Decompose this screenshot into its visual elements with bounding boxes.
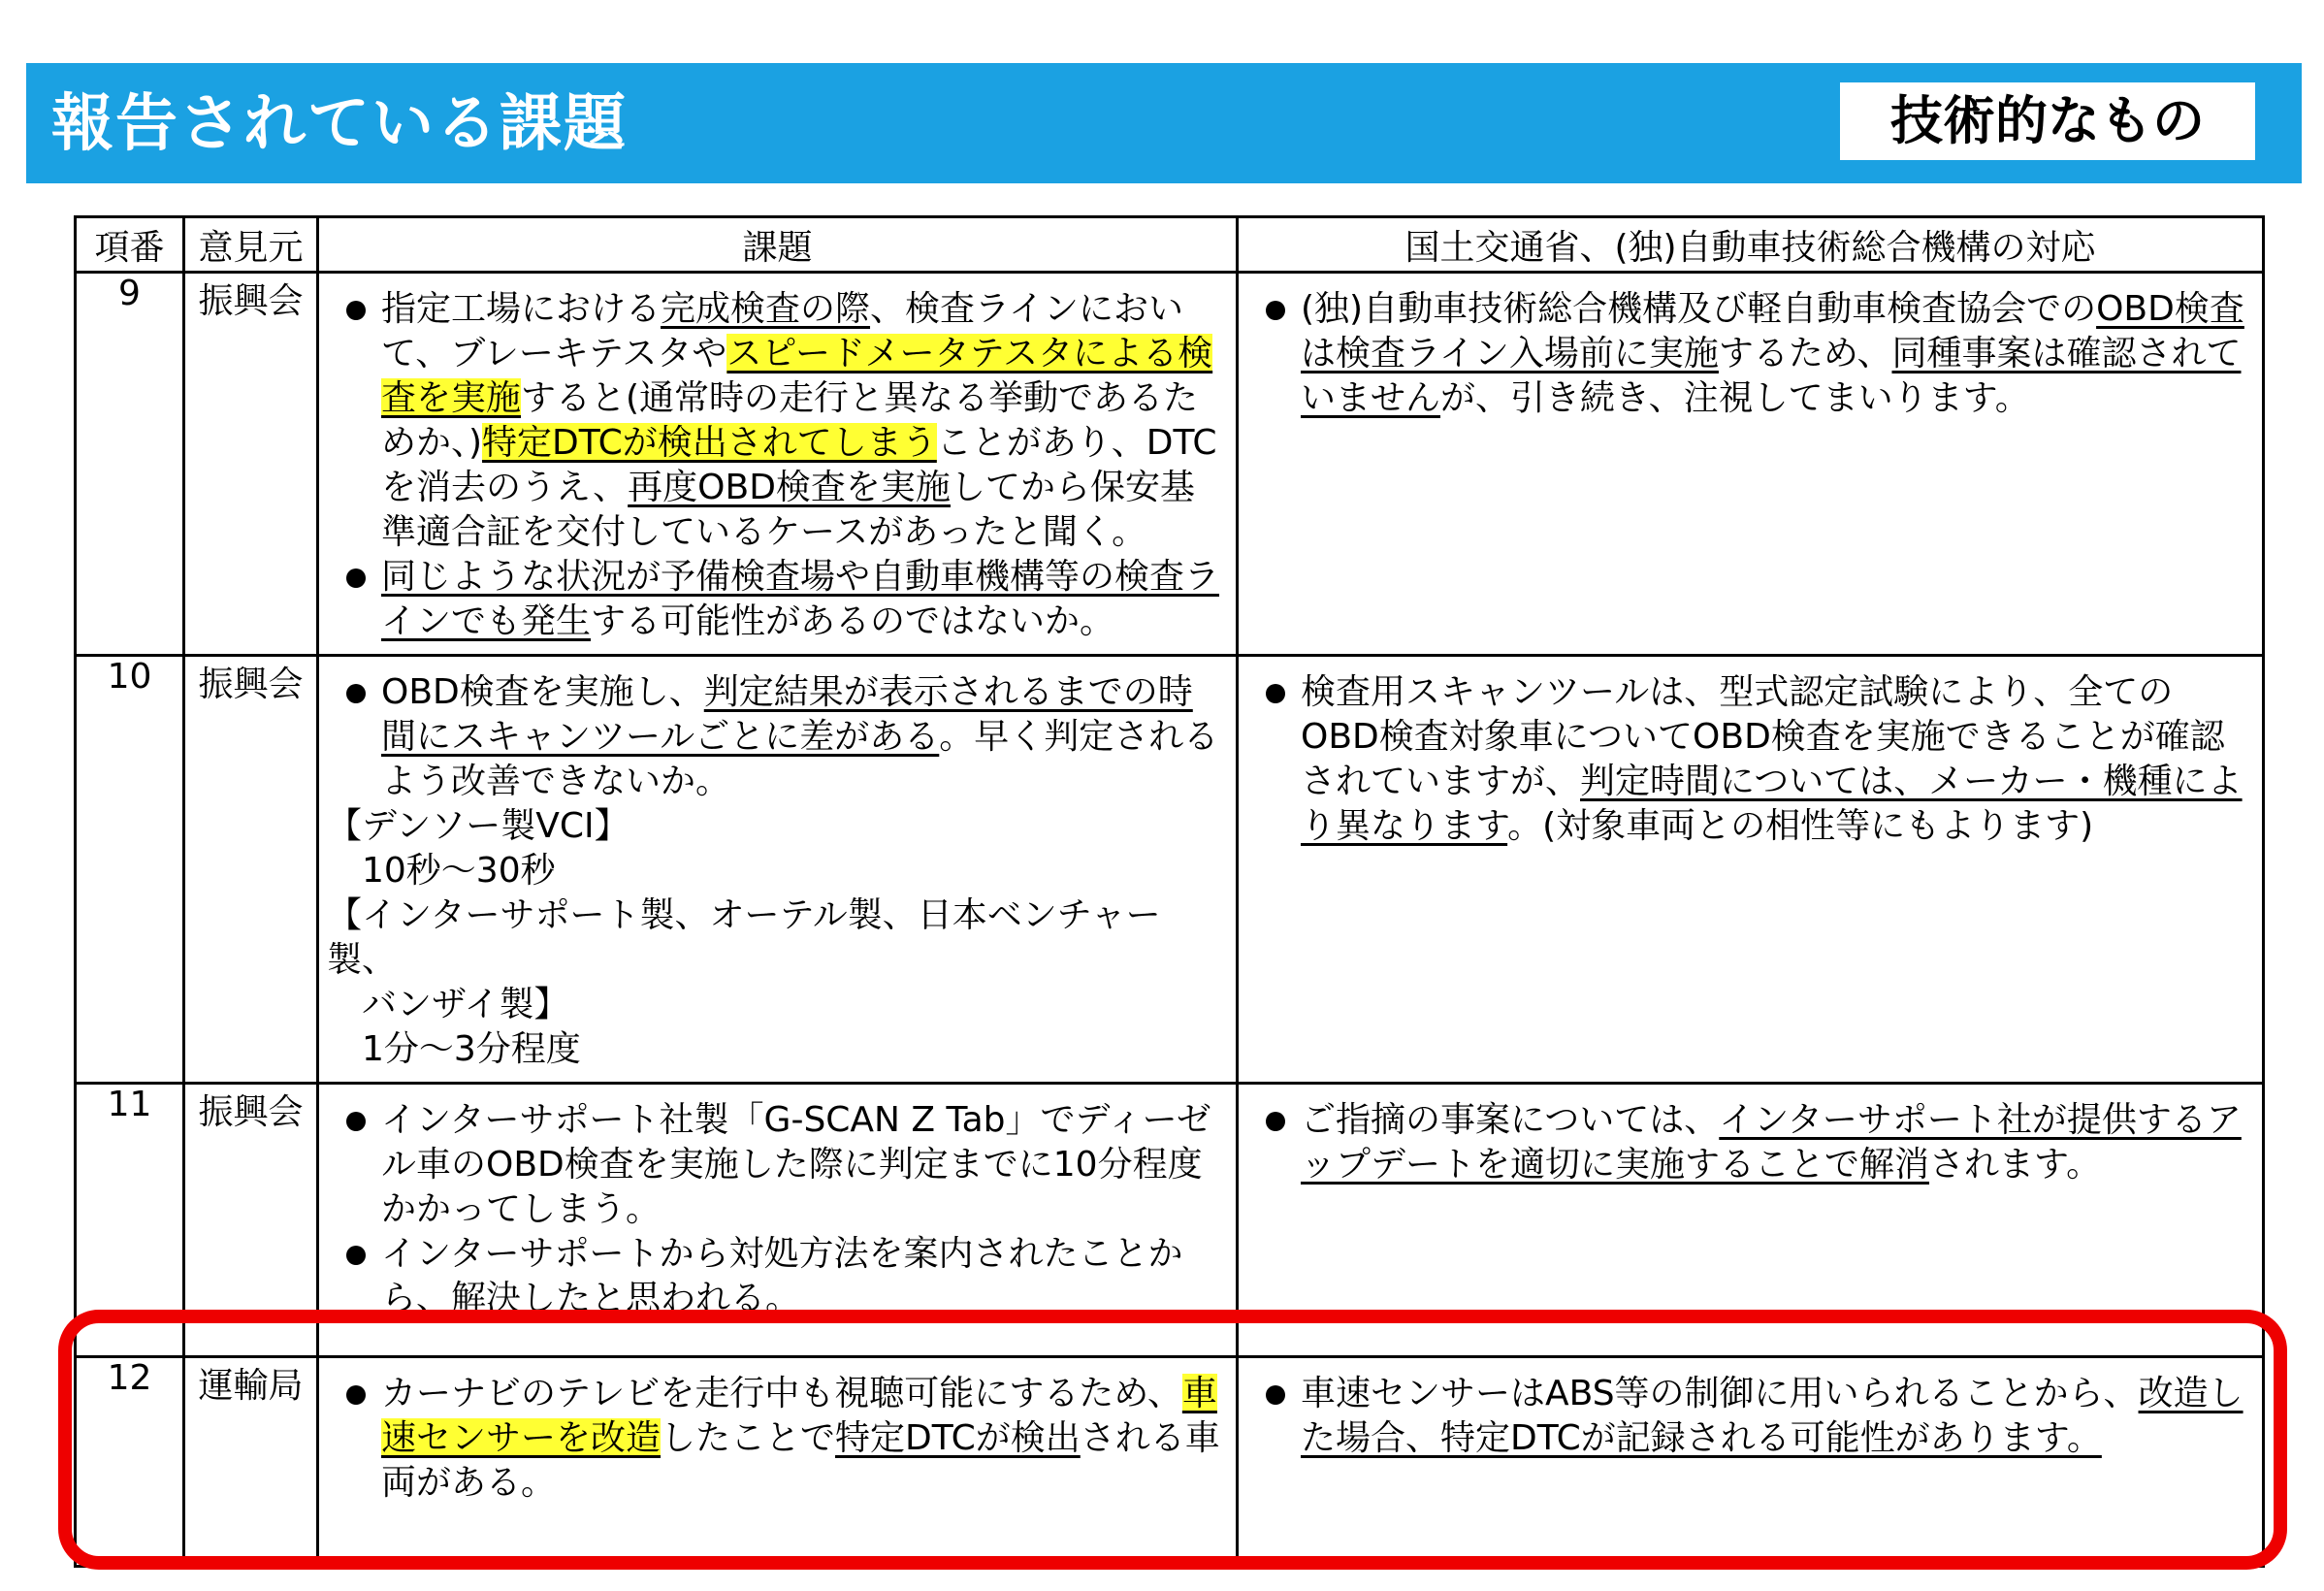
- bullet-item: [340, 287, 1222, 555]
- bullet-item: [340, 670, 1222, 804]
- text-segment: 特定DTCが検出: [835, 1418, 1081, 1458]
- text-segment: 判定結果が表示されるまでの時間にスキャンツールごとに差がある: [381, 672, 1193, 757]
- bullet-item: [1260, 287, 2248, 421]
- text-segment: 。早く判定されるよう改善できないか。: [381, 717, 1219, 801]
- bullet-item: [340, 1232, 1222, 1321]
- bullet-item: [1260, 670, 2248, 849]
- response-text: [1239, 657, 2262, 859]
- text-segment: してから保安基準適合証を交付しているケースがあったと聞く。: [381, 468, 1195, 552]
- text-segment: 再度OBD検査を実施: [628, 468, 951, 507]
- tool-time-2: 1分〜3分程度: [362, 1029, 581, 1069]
- bullet-item: [340, 555, 1222, 644]
- text-segment: 、検査ラインにおいて、ブレーキテスタや: [381, 289, 1183, 373]
- row-number: 12: [76, 1357, 184, 1567]
- text-segment: が、引き続き、注視してまいります。: [1440, 378, 2030, 418]
- text-segment: OBD検査は検査ライン入場前に実施: [1301, 289, 2244, 373]
- bullet-item: [340, 1098, 1222, 1232]
- row-number: 9: [76, 273, 184, 656]
- tool-name-2-cont: バンザイ製】: [362, 985, 569, 1024]
- issue-text: [319, 657, 1236, 1082]
- text-segment: 完成検査の際: [661, 289, 871, 329]
- page-title: 報告されている課題: [51, 88, 628, 160]
- tool-time-1: 10秒〜30秒: [362, 851, 556, 891]
- text-segment: する可能性があるのではないか。: [591, 601, 1115, 641]
- text-segment: インターサポートから対処方法を案内されたことから、解決したと思われる。: [381, 1234, 1183, 1318]
- text-segment: 。(対象車両との相性等にもよります): [1507, 806, 2094, 846]
- response-text: [1239, 1085, 2262, 1197]
- response-text: [1239, 274, 2262, 431]
- text-segment: 車速センサーを改造: [381, 1374, 1217, 1458]
- tool-name-1: 【デンソー製VCI】: [327, 806, 629, 846]
- row-source: 振興会: [184, 656, 318, 1084]
- highlight-frame: [58, 1310, 2287, 1570]
- header-source: 意見元: [184, 217, 318, 273]
- text-segment: ことがあり、DTCを消去のうえ、: [381, 423, 1217, 507]
- text-segment: (独)自動車技術総合機構及び軽自動車検査協会での: [1301, 289, 2097, 329]
- issue-text: [319, 1085, 1236, 1331]
- text-segment: したことで: [661, 1418, 836, 1458]
- row-issue: [318, 273, 1238, 656]
- row-source: 振興会: [184, 273, 318, 656]
- text-segment: 同じような状況が予備検査場や自動車機構等の検査ラインでも発生: [381, 557, 1220, 641]
- row-response: [1238, 273, 2264, 656]
- bullet-item: [1260, 1098, 2248, 1187]
- row-number: 10: [76, 656, 184, 1084]
- text-segment: インターサポート社製「G-SCAN Z Tab」でディーゼル車のOBD検査を実施した際に判定までに10分程度かかってしまう。: [381, 1100, 1211, 1229]
- row-response: [1238, 656, 2264, 1084]
- header-banner: [26, 63, 2302, 183]
- table-header-row: [76, 217, 2264, 273]
- text-segment: 検査用スキャンツールは、型式認定試験により、全てのOBD検査対象車についてOBD検査を実施できることが確認されていますが、: [1301, 672, 2225, 801]
- text-segment: 判定時間については、メーカー・機種により異なります: [1301, 762, 2243, 846]
- text-segment: カーナビのテレビを走行中も視聴可能にするため、: [381, 1374, 1182, 1413]
- text-segment: スピードメータテスタによる検査を実施: [381, 334, 1213, 418]
- issue-text: [319, 274, 1236, 654]
- text-segment: ご指摘の事案については、: [1301, 1100, 1720, 1140]
- table-row: [76, 656, 2264, 1084]
- header-response: 国土交通省、(独)自動車技術総合機構の対応: [1238, 217, 2264, 273]
- text-segment: インターサポート社が提供するアップデートを適切に実施することで解消: [1301, 1100, 2242, 1185]
- category-badge: 技術的なもの: [1840, 82, 2255, 160]
- text-segment: 同種事案は確認されていません: [1301, 334, 2242, 418]
- tool-name-2: 【インターサポート製、オーテル製、日本ベンチャー製、: [327, 895, 1161, 980]
- text-segment: すると(通常時の走行と異なる挙動であるためか、): [381, 378, 1199, 463]
- text-segment: するため、: [1718, 334, 1892, 373]
- issue-bullets: [340, 670, 1222, 804]
- text-segment: 指定工場における: [381, 289, 662, 329]
- text-segment: 車速センサーはABS等の制御に用いられることから、: [1301, 1374, 2139, 1413]
- text-segment: 特定DTCが検出されてしまう: [482, 423, 937, 463]
- table-row: [76, 273, 2264, 656]
- text-segment: 改造した場合、特定DTCが記録される可能性があります。: [1301, 1374, 2243, 1458]
- text-segment: される車両がある。: [381, 1418, 1220, 1503]
- text-segment: されます。: [1929, 1145, 2102, 1185]
- row-number: 11: [76, 1084, 184, 1357]
- row-issue: [318, 656, 1238, 1084]
- row-source: 運輸局: [184, 1357, 318, 1567]
- header-issue: 課題: [318, 217, 1238, 273]
- text-segment: OBD検査を実施し、: [381, 672, 704, 712]
- row-source: 振興会: [184, 1084, 318, 1357]
- header-no: 項番: [76, 217, 184, 273]
